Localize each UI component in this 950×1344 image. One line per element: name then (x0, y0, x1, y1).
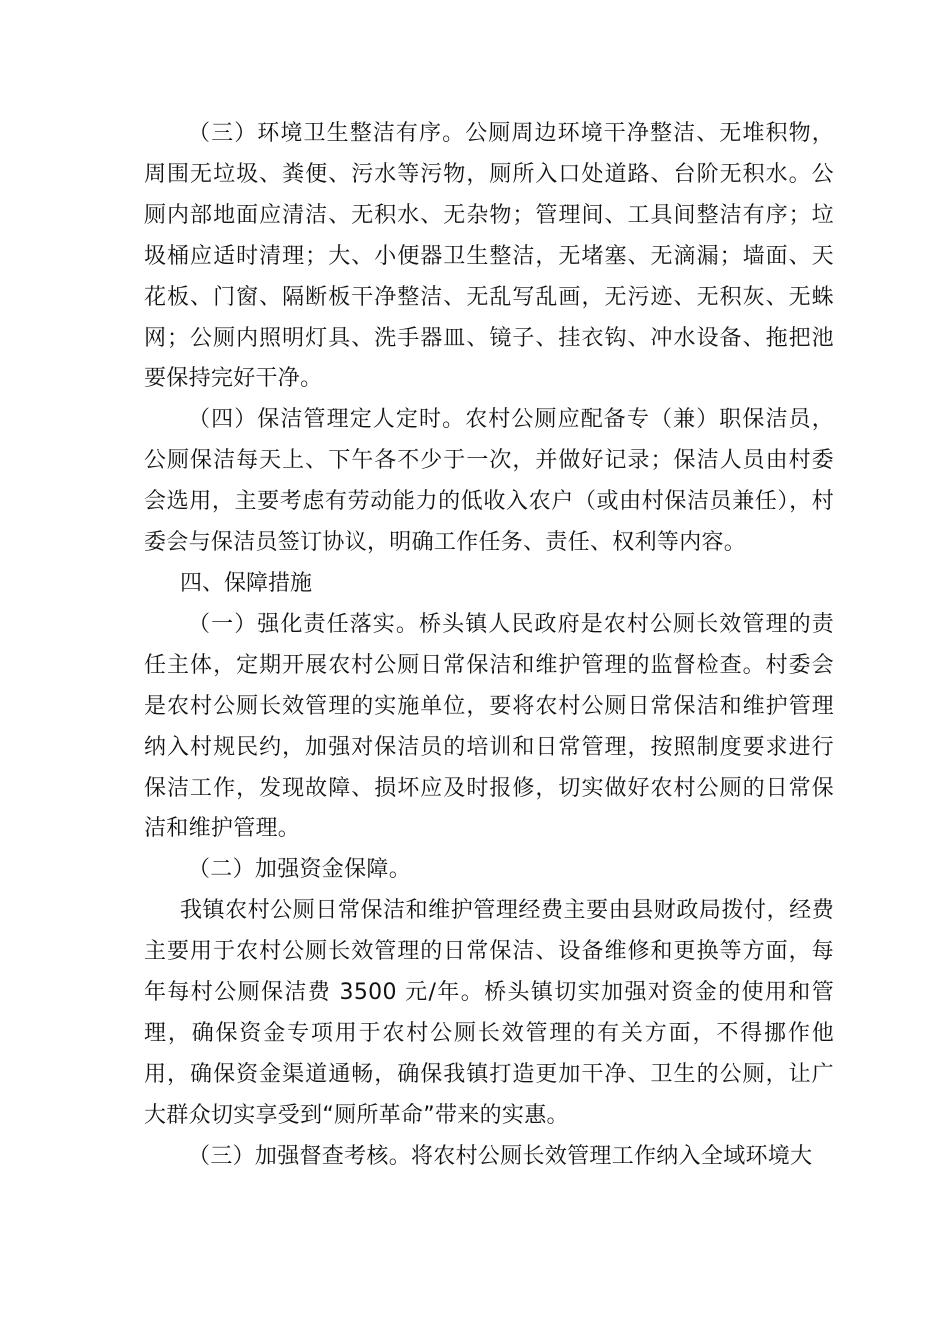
paragraph-environment-hygiene: （三）环境卫生整洁有序。公厕周边环境干净整洁、无堆积物，周围无垃圾、粪便、污水等污物，厕所入口处道路、台阶无积水。公厕内部地面应清洁、无积水、无杂物；管理间、工具间整洁有序；垃圾桶应适时清理；大、小便器卫生整洁，无堵塞、无滴漏；墙面、天花板、门窗、隔断板干净整洁、无乱写乱画，无污迹、无积灰、无蛛网；公厕内照明灯具、洗手器皿、镜子、挂衣钩、冲水设备、拖把池要保持完好干净。 (144, 121, 834, 392)
paragraph-cleaning-management: （四）保洁管理定人定时。农村公厕应配备专（兼）职保洁员，公厕保洁每天上、下午各不少于一次，并做好记录；保洁人员由村委会选用，主要考虑有劳动能力的低收入农户（或由村保洁员兼任），村委会与保洁员签订协议，明确工作任务、责任、权利等内容。 (144, 407, 834, 556)
paragraph-funding-title: （二）加强资金保障。 (188, 857, 412, 883)
paragraph-funding-detail: 我镇农村公厕日常保洁和维护管理经费主要由县财政局拨付，经费主要用于农村公厕长效管理的日常保洁、设备维修和更换等方面，每年每村公厕保洁费 3500 元/年。桥头镇切实加强对资金的使用和管理，确保资金专项用于农村公厕长效管理的有关方面，不得挪作他用，确保资金渠道通畅，确保我镇打造更加干净、卫生的公厕，让广大群众切实享受到“厕所革命”带来的实惠。 (144, 898, 834, 1128)
section-heading-safeguards: 四、保障措施 (180, 570, 313, 596)
paragraph-responsibility: （一）强化责任落实。桥头镇人民政府是农村公厕长效管理的责任主体，定期开展农村公厕日常保洁和维护管理的监督检查。村委会是农村公厕长效管理的实施单位，要将农村公厕日常保洁和维护管理纳入村规民约，加强对保洁员的培训和日常管理，按照制度要求进行保洁工作，发现故障、损坏应及时报修，切实做好农村公厕的日常保洁和维护管理。 (144, 611, 834, 842)
document-body (144, 114, 834, 1178)
paragraph-supervision: （三）加强督查考核。将农村公厕长效管理工作纳入全域环境大 (188, 1143, 813, 1169)
